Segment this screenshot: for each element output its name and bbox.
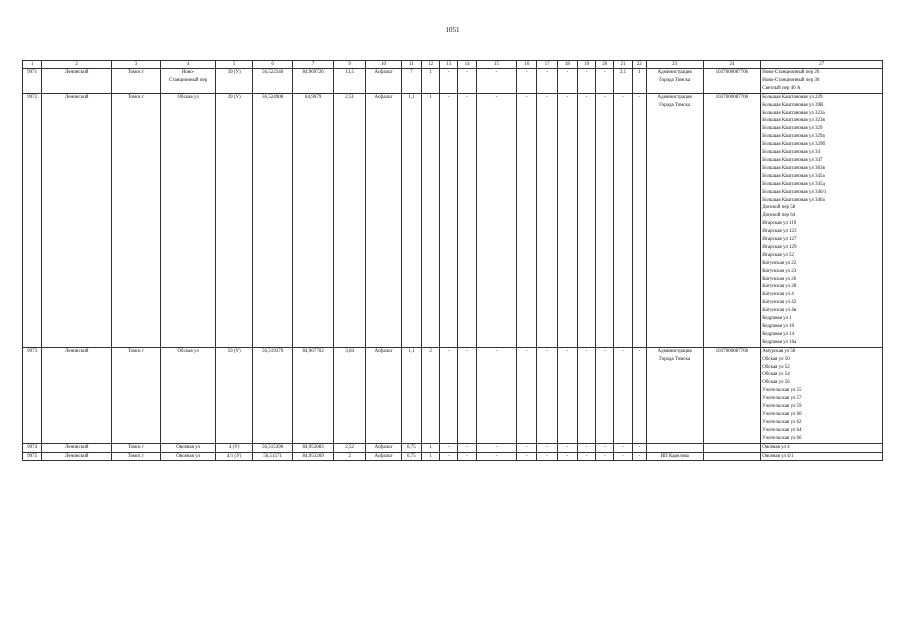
cell-col-7: 84,953083 xyxy=(293,443,334,452)
column-header-9: 9 xyxy=(333,61,365,69)
column-header-24: 24 xyxy=(703,61,761,69)
cell-line: Катунская ул 28 xyxy=(762,284,797,290)
cell-col-20: - xyxy=(596,93,614,347)
cell-col-23 xyxy=(646,443,703,452)
cell-col-4: Овсяная ул xyxy=(160,452,216,461)
cell-col-22: - xyxy=(632,347,646,443)
cell-line: Учительская ул 64 xyxy=(762,427,802,433)
cell-col-24: 1037000087706 xyxy=(703,347,761,443)
cell-col-7: 84,953269 xyxy=(293,452,334,461)
cell-col-5: 4 (У) xyxy=(216,443,252,452)
cell-line: Катунская ул 42 xyxy=(762,300,797,306)
cell-col-23 xyxy=(646,69,703,94)
cell-col-17: - xyxy=(537,443,557,452)
column-header-23: 23 xyxy=(646,61,703,69)
cell-col-24 xyxy=(703,452,761,461)
column-header-18: 18 xyxy=(557,61,577,69)
cell-line: Амурская ул 58 xyxy=(762,348,796,354)
cell-col-7: 84,967702 xyxy=(293,347,334,443)
cell-col-21: - xyxy=(614,347,632,443)
cell-line: Игарская ул 127 xyxy=(762,237,797,243)
cell-line: Обская ул 54 xyxy=(762,372,790,378)
cell-col-20: - xyxy=(596,69,614,94)
cell-line: Кедровая ул 10 xyxy=(762,324,795,329)
cell-col-12: 1 xyxy=(422,443,440,452)
cell-col-15: - xyxy=(476,443,517,452)
cell-col-22: - xyxy=(632,452,646,461)
cell-col-22: - xyxy=(632,93,646,347)
column-header-14: 14 xyxy=(458,61,476,69)
cell-col-1: 9971 xyxy=(23,69,42,94)
cell-col-3: Томск г xyxy=(112,452,161,461)
cell-col-23 xyxy=(646,93,703,347)
cell-line: Города Томска xyxy=(659,77,691,83)
cell-col-14: - xyxy=(458,443,476,452)
cell-col-4: Обская ул xyxy=(160,93,216,347)
cell-col-4: Овсяная ул xyxy=(160,443,216,452)
cell-col-10: Асфальт xyxy=(366,69,401,94)
cell-col-24 xyxy=(703,443,761,452)
cell-col-15: - xyxy=(476,69,517,94)
cell-line: Игарская ул 123 xyxy=(762,229,797,235)
column-header-6: 6 xyxy=(252,61,293,69)
table-row xyxy=(23,69,883,94)
cell-line: Кедровая ул 16а xyxy=(762,339,797,345)
cell-col-5: 39 (У) xyxy=(216,69,252,94)
column-header-3: 3 xyxy=(112,61,161,69)
cell-col-11: 0,75 xyxy=(401,443,421,452)
cell-line: Большая Каштановая ул 39В xyxy=(762,102,824,108)
cell-col-1: 9974 xyxy=(23,443,42,452)
cell-col-12: 1 xyxy=(422,452,440,461)
column-header-10: 10 xyxy=(366,61,401,69)
cell-col-22: - xyxy=(632,443,646,452)
cell-col-6: 56,524908 xyxy=(252,93,293,347)
cell-col-24: 1037000087706 xyxy=(703,69,761,94)
column-header-15: 15 xyxy=(476,61,517,69)
cell-col-15: - xyxy=(476,347,517,443)
page-number: 1051 xyxy=(445,26,460,34)
cell-col-16: - xyxy=(517,69,537,94)
cell-col-14: - xyxy=(458,69,476,94)
cell-col-18: - xyxy=(557,443,577,452)
cell-col-11: 7 xyxy=(401,69,421,94)
cell-col-23 xyxy=(646,347,703,443)
cell-col-10: Асфальт xyxy=(366,452,401,461)
cell-col-27 xyxy=(761,93,883,347)
cell-line: Большая Каштановая ул 323в xyxy=(762,118,825,124)
cell-line: Большая Каштановая ул 346/1 xyxy=(762,189,827,195)
column-header-11: 11 xyxy=(401,61,421,69)
cell-line: Большая Каштановая ул 329а xyxy=(762,134,825,140)
cell-col-2: Ленинский xyxy=(42,347,112,443)
cell-col-2: Ленинский xyxy=(42,452,112,461)
column-header-21: 21 xyxy=(614,61,632,69)
cell-line: Обская ул 52 xyxy=(762,364,790,370)
registry-table xyxy=(22,60,883,461)
cell-col-2: Ленинский xyxy=(42,93,112,347)
table-row xyxy=(23,347,883,443)
column-header-5: 5 xyxy=(216,61,252,69)
column-header-17: 17 xyxy=(537,61,557,69)
cell-col-11: 1,1 xyxy=(401,93,421,347)
cell-line: Администрация xyxy=(657,94,692,100)
cell-col-17: - xyxy=(537,69,557,94)
cell-line: Станционный пер xyxy=(168,77,208,83)
column-header-19: 19 xyxy=(577,61,595,69)
cell-col-13: - xyxy=(440,452,458,461)
cell-col-1: 9975 xyxy=(23,452,42,461)
cell-col-13: - xyxy=(440,69,458,94)
cell-line: Катунская ул 22 xyxy=(762,260,797,266)
cell-line: Учительская ул 62 xyxy=(762,419,802,425)
cell-line: Учительская ул 55 xyxy=(762,388,802,394)
cell-col-3: Томск г xyxy=(112,443,161,452)
cell-line: Катунская ул 26 xyxy=(762,276,797,282)
cell-col-27 xyxy=(761,347,883,443)
cell-line: Большая Каштановая ул 329б xyxy=(762,142,826,148)
table-row xyxy=(23,93,883,347)
cell-col-27 xyxy=(761,69,883,94)
column-header-4: 4 xyxy=(160,61,216,69)
cell-col-24: 1037000087706 xyxy=(703,93,761,347)
cell-col-20: - xyxy=(596,347,614,443)
cell-col-17: - xyxy=(537,452,557,461)
cell-line: Большая Каштановая ул 34 xyxy=(762,150,821,156)
cell-col-9: 2,52 xyxy=(333,443,365,452)
table-row xyxy=(23,443,883,452)
cell-col-13: - xyxy=(440,347,458,443)
cell-col-3: Томск г xyxy=(112,69,161,94)
cell-col-5: 39 (У) xyxy=(216,93,252,347)
cell-line: Учительская ул 57 xyxy=(762,396,802,402)
cell-col-21: - xyxy=(614,452,632,461)
cell-col-14: - xyxy=(458,93,476,347)
cell-col-9: 3,04 xyxy=(333,347,365,443)
cell-col-9: 2,51 xyxy=(333,93,365,347)
cell-line: Большая Каштановая ул 345а xyxy=(762,173,825,179)
cell-col-1: 9973 xyxy=(23,347,42,443)
cell-col-12: 2 xyxy=(422,347,440,443)
cell-col-16: - xyxy=(517,443,537,452)
cell-col-16: - xyxy=(517,347,537,443)
cell-line: Большая Каштановая ул 383в xyxy=(762,165,825,171)
cell-line: Игарская ул 129 xyxy=(762,244,797,250)
cell-line: Ново- xyxy=(181,70,195,75)
cell-col-6: 56,515396 xyxy=(252,443,293,452)
cell-line: Администрация xyxy=(657,348,692,354)
cell-line: Учительская ул 66 xyxy=(762,435,802,441)
cell-col-20: - xyxy=(596,443,614,452)
column-header-27: 27 xyxy=(761,61,883,69)
cell-col-12: 1 xyxy=(422,69,440,94)
cell-line: Большая Каштановая ул 329 xyxy=(762,126,823,132)
cell-line: Донской пер 64 xyxy=(762,213,796,219)
cell-col-10: Асфальт xyxy=(366,347,401,443)
cell-col-1: 9972 xyxy=(23,93,42,347)
cell-col-11: 1,1 xyxy=(401,347,421,443)
cell-line: Катунская ул 4 xyxy=(762,292,794,298)
cell-col-7: 84,9679 xyxy=(293,93,334,347)
column-header-16: 16 xyxy=(517,61,537,69)
cell-col-4 xyxy=(160,69,216,94)
column-header-12: 12 xyxy=(422,61,440,69)
column-header-2: 2 xyxy=(42,61,112,69)
cell-line: Большая Каштановая ул 323а xyxy=(762,110,825,116)
cell-line: Игарская ул 52 xyxy=(762,252,794,258)
cell-line: Катунская ул 23 xyxy=(762,268,797,274)
cell-col-2: Ленинский xyxy=(42,443,112,452)
column-header-20: 20 xyxy=(596,61,614,69)
cell-col-14: - xyxy=(458,347,476,443)
cell-line: Ново-Станционный пер 30 xyxy=(762,77,820,83)
cell-col-11: 0,75 xyxy=(401,452,421,461)
cell-col-18: - xyxy=(557,347,577,443)
cell-line: Катунская ул 4в xyxy=(762,308,797,314)
cell-col-10: Асфальт xyxy=(366,93,401,347)
cell-col-13: - xyxy=(440,443,458,452)
cell-col-19: - xyxy=(577,443,595,452)
cell-line: Учительская ул 60 xyxy=(762,411,802,417)
cell-col-15: - xyxy=(476,452,517,461)
cell-col-17: - xyxy=(537,347,557,443)
cell-line: Администрация xyxy=(657,70,692,75)
cell-col-6: 56,51571 xyxy=(252,452,293,461)
cell-col-19: - xyxy=(577,69,595,94)
cell-col-21: - xyxy=(614,443,632,452)
cell-col-13: - xyxy=(440,93,458,347)
cell-col-2: Ленинский xyxy=(42,69,112,94)
cell-line: Светлый пер 40 А xyxy=(762,85,801,91)
cell-col-3: Томск г xyxy=(112,93,161,347)
cell-col-19: - xyxy=(577,452,595,461)
cell-col-4: Обская ул xyxy=(160,347,216,443)
cell-col-15: - xyxy=(476,93,517,347)
cell-col-7: 84,969726 xyxy=(293,69,334,94)
cell-line: Города Томска xyxy=(659,356,691,362)
cell-col-14: - xyxy=(458,452,476,461)
cell-col-6: 56,522346 xyxy=(252,69,293,94)
cell-line: Обская ул 56 xyxy=(762,380,790,386)
cell-col-5: 59 (У) xyxy=(216,347,252,443)
cell-col-16: - xyxy=(517,93,537,347)
cell-line: Большая Каштановая ул 229 xyxy=(762,94,823,100)
cell-col-27: Овсяная ул 4/1 xyxy=(761,452,883,461)
table-body xyxy=(23,69,883,461)
header-row xyxy=(23,61,883,69)
cell-line: Ново-Станционный пер 26 xyxy=(762,70,820,75)
column-header-22: 22 xyxy=(632,61,646,69)
cell-col-12: 1 xyxy=(422,93,440,347)
cell-line: Учительская ул 59 xyxy=(762,404,802,410)
table-row xyxy=(23,452,883,461)
cell-col-9: 13,5 xyxy=(333,69,365,94)
cell-col-3: Томск г xyxy=(112,347,161,443)
column-header-13: 13 xyxy=(440,61,458,69)
cell-col-17: - xyxy=(537,93,557,347)
column-header-1: 1 xyxy=(23,61,42,69)
cell-line: Обская ул 50 xyxy=(762,356,790,362)
cell-line: Кедровая ул 1 xyxy=(762,316,792,322)
cell-line: Города Томска xyxy=(659,102,691,108)
cell-col-10: Асфальт xyxy=(366,443,401,452)
cell-line: Большая Каштановая ул 347 xyxy=(762,157,823,163)
cell-col-16: - xyxy=(517,452,537,461)
cell-col-19: - xyxy=(577,347,595,443)
cell-col-21: 2,1 xyxy=(614,69,632,94)
column-header-7: 7 xyxy=(293,61,334,69)
cell-col-21: - xyxy=(614,93,632,347)
cell-line: Донской пер 58 xyxy=(762,205,796,211)
cell-line: Большая Каштановая ул 345д xyxy=(762,181,826,187)
cell-col-6: 56,519379 xyxy=(252,347,293,443)
cell-col-5: 4/1 (У) xyxy=(216,452,252,461)
cell-col-20: - xyxy=(596,452,614,461)
cell-line: Игарская ул 119 xyxy=(762,221,797,227)
cell-col-18: - xyxy=(557,452,577,461)
cell-line: Кедровая ул 14 xyxy=(762,331,795,337)
cell-col-18: - xyxy=(557,93,577,347)
cell-line: Большая Каштановая ул 346а xyxy=(762,197,825,203)
cell-col-19: - xyxy=(577,93,595,347)
cell-col-23: ИП Карелова xyxy=(646,452,703,461)
cell-col-22: 1 xyxy=(632,69,646,94)
cell-col-18: - xyxy=(557,69,577,94)
cell-col-27: Овсяная ул 4 xyxy=(761,443,883,452)
cell-col-9: 2 xyxy=(333,452,365,461)
